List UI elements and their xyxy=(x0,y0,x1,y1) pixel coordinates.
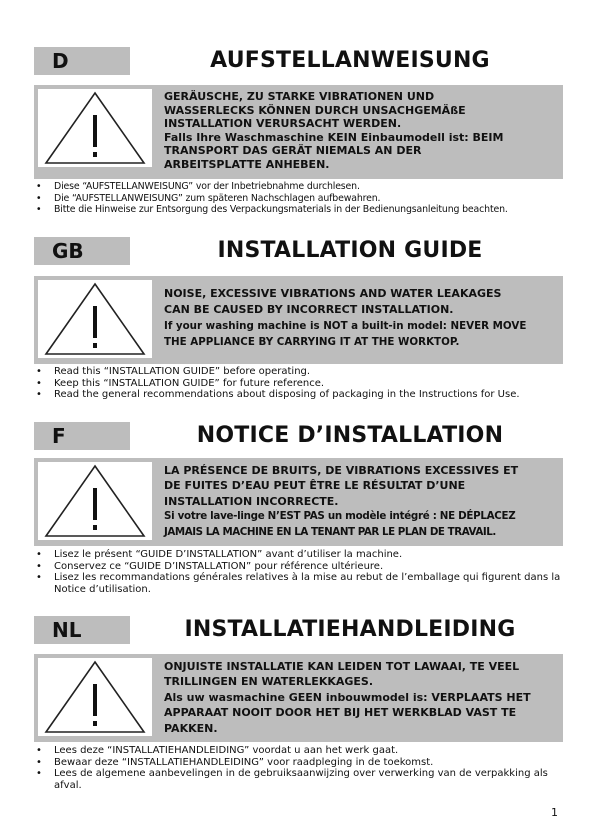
list-item: • Conservez ce “GUIDE D’INSTALLATION” pour référence ultérieure. xyxy=(34,561,569,573)
warning-line: Als uw wasmachine GEEN inbouwmodel is: VERPLAATS HET xyxy=(164,690,531,704)
list-item: • Bewaar deze “INSTALLATIEHANDLEIDING” voor raadpleging in de toekomst. xyxy=(34,757,569,769)
list-item: • Die “AUFSTELLANWEISUNG” zum späteren Nachschlagen aufbewahren. xyxy=(34,193,569,205)
warning-line: APPARAAT NOOIT DOOR HET BIJ HET WERKBLAD VAST TE xyxy=(164,706,517,720)
warning-line: NOISE, EXCESSIVE VIBRATIONS AND WATER LEAKAGES xyxy=(164,287,502,300)
language-code-nl: NL xyxy=(34,616,130,644)
language-code-f: F xyxy=(34,422,130,450)
warning-text-d xyxy=(164,90,557,172)
warning-line: CAN BE CAUSED BY INCORRECT INSTALLATION. xyxy=(164,303,454,316)
list-item: • Lisez le présent “GUIDE D’INSTALLATION” avant d’utiliser la machine. xyxy=(34,549,569,561)
warning-line: THE APPLIANCE BY CARRYING IT AT THE WORKTOP. xyxy=(164,336,460,348)
list-item: • Keep this “INSTALLATION GUIDE” for future reference. xyxy=(34,378,569,390)
warning-triangle-icon xyxy=(38,462,152,540)
list-item: • Lisez les recommandations générales relatives à la mise au rebut de l’emballage qui figurent dans la Notice d’utilisation. xyxy=(34,572,569,595)
warning-line: Falls Ihre Waschmaschine KEIN Einbaumodell ist: BEIM xyxy=(164,130,504,144)
warning-line: ARBEITSPLATTE ANHEBEN. xyxy=(164,157,330,171)
warning-line: TRANSPORT DAS GERÄT NIEMALS AN DER xyxy=(164,144,422,158)
warning-box-f xyxy=(34,458,563,546)
warning-box-d xyxy=(34,85,563,179)
warning-box-nl xyxy=(34,654,563,742)
page-number: 1 xyxy=(551,806,558,819)
warning-line: TRILLINGEN EN WATERLEKKAGES. xyxy=(164,675,374,689)
warning-line: ONJUISTE INSTALLATIE KAN LEIDEN TOT LAWAAI, TE VEEL xyxy=(164,660,520,673)
warning-text-gb xyxy=(164,286,557,350)
list-item: • Lees de algemene aanbevelingen in de gebruiksaanwijzing over verwerking van de verpakking als afval. xyxy=(34,768,569,791)
warning-line: INSTALLATION VERURSACHT WERDEN. xyxy=(164,117,402,131)
instructions-list-nl xyxy=(34,745,569,791)
language-code-gb: GB xyxy=(34,237,130,265)
list-item: • Bitte die Hinweise zur Entsorgung des Verpackungsmaterials in der Bedienungsanleitung beachten. xyxy=(34,204,569,216)
language-code-d: D xyxy=(34,47,130,75)
warning-line: GERÄUSCHE, ZU STARKE VIBRATIONEN UND xyxy=(164,90,435,103)
warning-line: PAKKEN. xyxy=(164,721,218,735)
section-title-nl: INSTALLATIEHANDLEIDING xyxy=(184,617,516,642)
list-item: • Read the general recommendations about disposing of packaging in the Instructions for Use. xyxy=(34,389,569,401)
warning-line: JAMAIS LA MACHINE EN LA TENANT PAR LE PLAN DE TRAVAIL. xyxy=(164,525,496,538)
instructions-list-d xyxy=(34,181,569,216)
warning-triangle-icon xyxy=(38,280,152,358)
warning-text-f xyxy=(164,463,557,540)
warning-triangle-icon xyxy=(38,89,152,167)
section-title-f: NOTICE D’INSTALLATION xyxy=(196,423,504,448)
warning-line: If your washing machine is NOT a built-in model: NEVER MOVE xyxy=(164,320,527,332)
warning-line: Si votre lave-linge N’EST PAS un modèle intégré : NE DÉPLACEZ xyxy=(164,510,516,523)
instructions-list-f xyxy=(34,549,569,595)
warning-line: DE FUITES D’EAU PEUT ÊTRE LE RÉSULTAT D’UNE xyxy=(164,479,466,493)
warning-line: WASSERLECKS KÖNNEN DURCH UNSACHGEMÄßE xyxy=(164,103,466,117)
list-item: • Diese “AUFSTELLANWEISUNG” vor der Inbetriebnahme durchlesen. xyxy=(34,181,569,193)
list-item: • Lees deze “INSTALLATIEHANDLEIDING” voordat u aan het werk gaat. xyxy=(34,745,569,757)
section-title-d: AUFSTELLANWEISUNG xyxy=(210,48,490,73)
warning-text-nl xyxy=(164,659,557,736)
warning-box-gb xyxy=(34,276,563,364)
section-title-gb: INSTALLATION GUIDE xyxy=(217,238,483,263)
warning-line: LA PRÉSENCE DE BRUITS, DE VIBRATIONS EXCESSIVES ET xyxy=(164,464,519,477)
warning-line: INSTALLATION INCORRECTE. xyxy=(164,494,339,508)
warning-triangle-icon xyxy=(38,658,152,736)
instructions-list-gb xyxy=(34,366,569,401)
list-item: • Read this “INSTALLATION GUIDE” before operating. xyxy=(34,366,569,378)
